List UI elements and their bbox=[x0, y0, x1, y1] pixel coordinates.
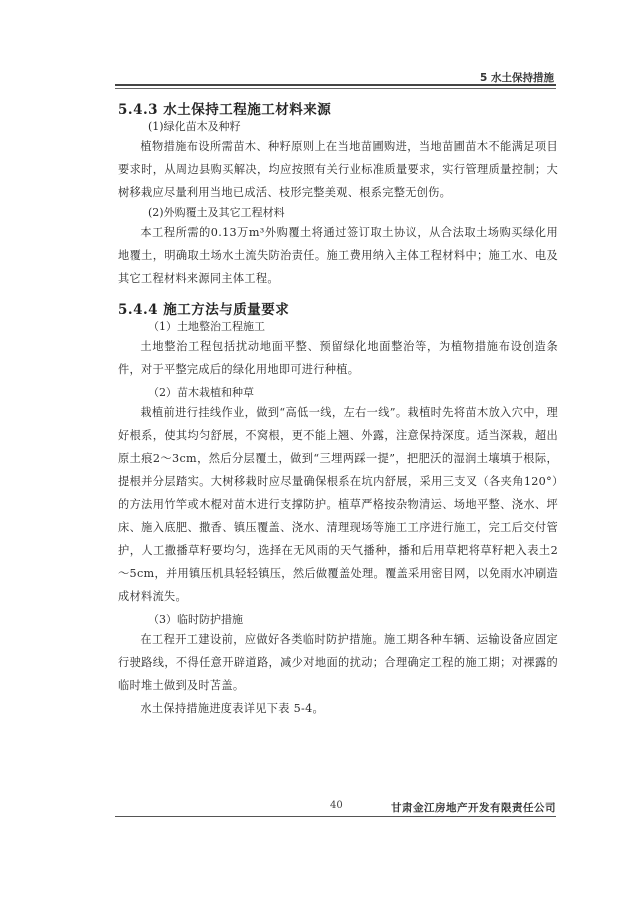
paragraph-purchased-soil: 本工程所需的0.13万m³外购覆土将通过签订取土协议，从合法取土场购买绿化用地覆土，明确取土场水土流失防治责任。施工费用纳入主体工程材料中；施工水、电及其它工程材料来源同主体工程。 bbox=[118, 226, 558, 285]
footer-rule bbox=[115, 816, 556, 817]
paragraph-seedlings: 植物措施布设所需苗木、种籽原则上在当地苗圃购进，当地苗圃苗木不能满足项目要求时，从周边县购买解决，均应按照有关行业标准质量要求，实行管理质量控制；大树移栽应尽量利用当地已成活、枝形完整美观、根系完整无创伤。 bbox=[118, 140, 558, 199]
header-rule bbox=[115, 84, 556, 86]
section-heading-5-4-4: 5.4.4 施工方法与质量要求 bbox=[118, 302, 290, 318]
subheading-purchased-soil: (2)外购覆土及其它工程材料 bbox=[148, 206, 285, 219]
subheading-planting: （2）苗木栽植和种草 bbox=[148, 386, 254, 399]
subheading-seedlings: (1)绿化苗木及种籽 bbox=[148, 120, 241, 133]
page-number: 40 bbox=[330, 800, 343, 811]
footer-company: 甘肃金江房地产开发有限责任公司 bbox=[391, 802, 556, 814]
header-rule-thin bbox=[115, 88, 556, 89]
section-heading-5-4-3: 5.4.3 水土保持工程施工材料来源 bbox=[118, 102, 332, 118]
paragraph-temporary-protection: 在工程开工建设前，应做好各类临时防护措施。施工期各种车辆、运输设备应固定行驶路线，不得任意开辟道路，减少对地面的扰动；合理确定工程的施工期；对裸露的临时堆土做到及时苫盖。 bbox=[118, 633, 558, 692]
running-header: 5 水土保持措施 bbox=[480, 72, 554, 84]
page-body bbox=[118, 98, 558, 720]
paragraph-schedule-reference: 水土保持措施进度表详见下表 5-4。 bbox=[140, 702, 324, 715]
paragraph-planting: 栽植前进行挂线作业，做到“高低一线，左右一线”。栽植时先将苗木放入穴中，理好根系，使其均匀舒展，不窝根，更不能上翘、外露，注意保持深度。适当深栽，超出原土痕2～3cm，然后分层覆土，做到“三埋两踩一提”，把肥沃的湿润土壤填于根际，提根并分层踏实。大树移栽时应尽量确保根系在坑内舒展，采用三支叉（各夹角120°）的方法用竹竿或木棍对苗木进行支撑防护。植草严格按杂物清运、场地平整、浇水、坪床、施入底肥、撒香、镇压覆盖、浇水、清理现场等施工工序进行施工，完工后交付管护，人工撒播草籽要均匀，选择在无风雨的天气播种，播和后用草耙将草籽耙入表土2～5cm，并用镇压机具轻轻镇压，然后做覆盖处理。覆盖采用密目网，以免雨水冲刷造成材料流失。 bbox=[118, 406, 558, 603]
subheading-temporary-protection: （3）临时防护措施 bbox=[148, 613, 243, 626]
subheading-land-rehab: （1）土地整治工程施工 bbox=[148, 320, 265, 333]
paragraph-land-rehab: 土地整治工程包括扰动地面平整、预留绿化地面整治等，为植物措施布设创造条件，对于平整完成后的绿化用地即可进行种植。 bbox=[118, 340, 558, 376]
